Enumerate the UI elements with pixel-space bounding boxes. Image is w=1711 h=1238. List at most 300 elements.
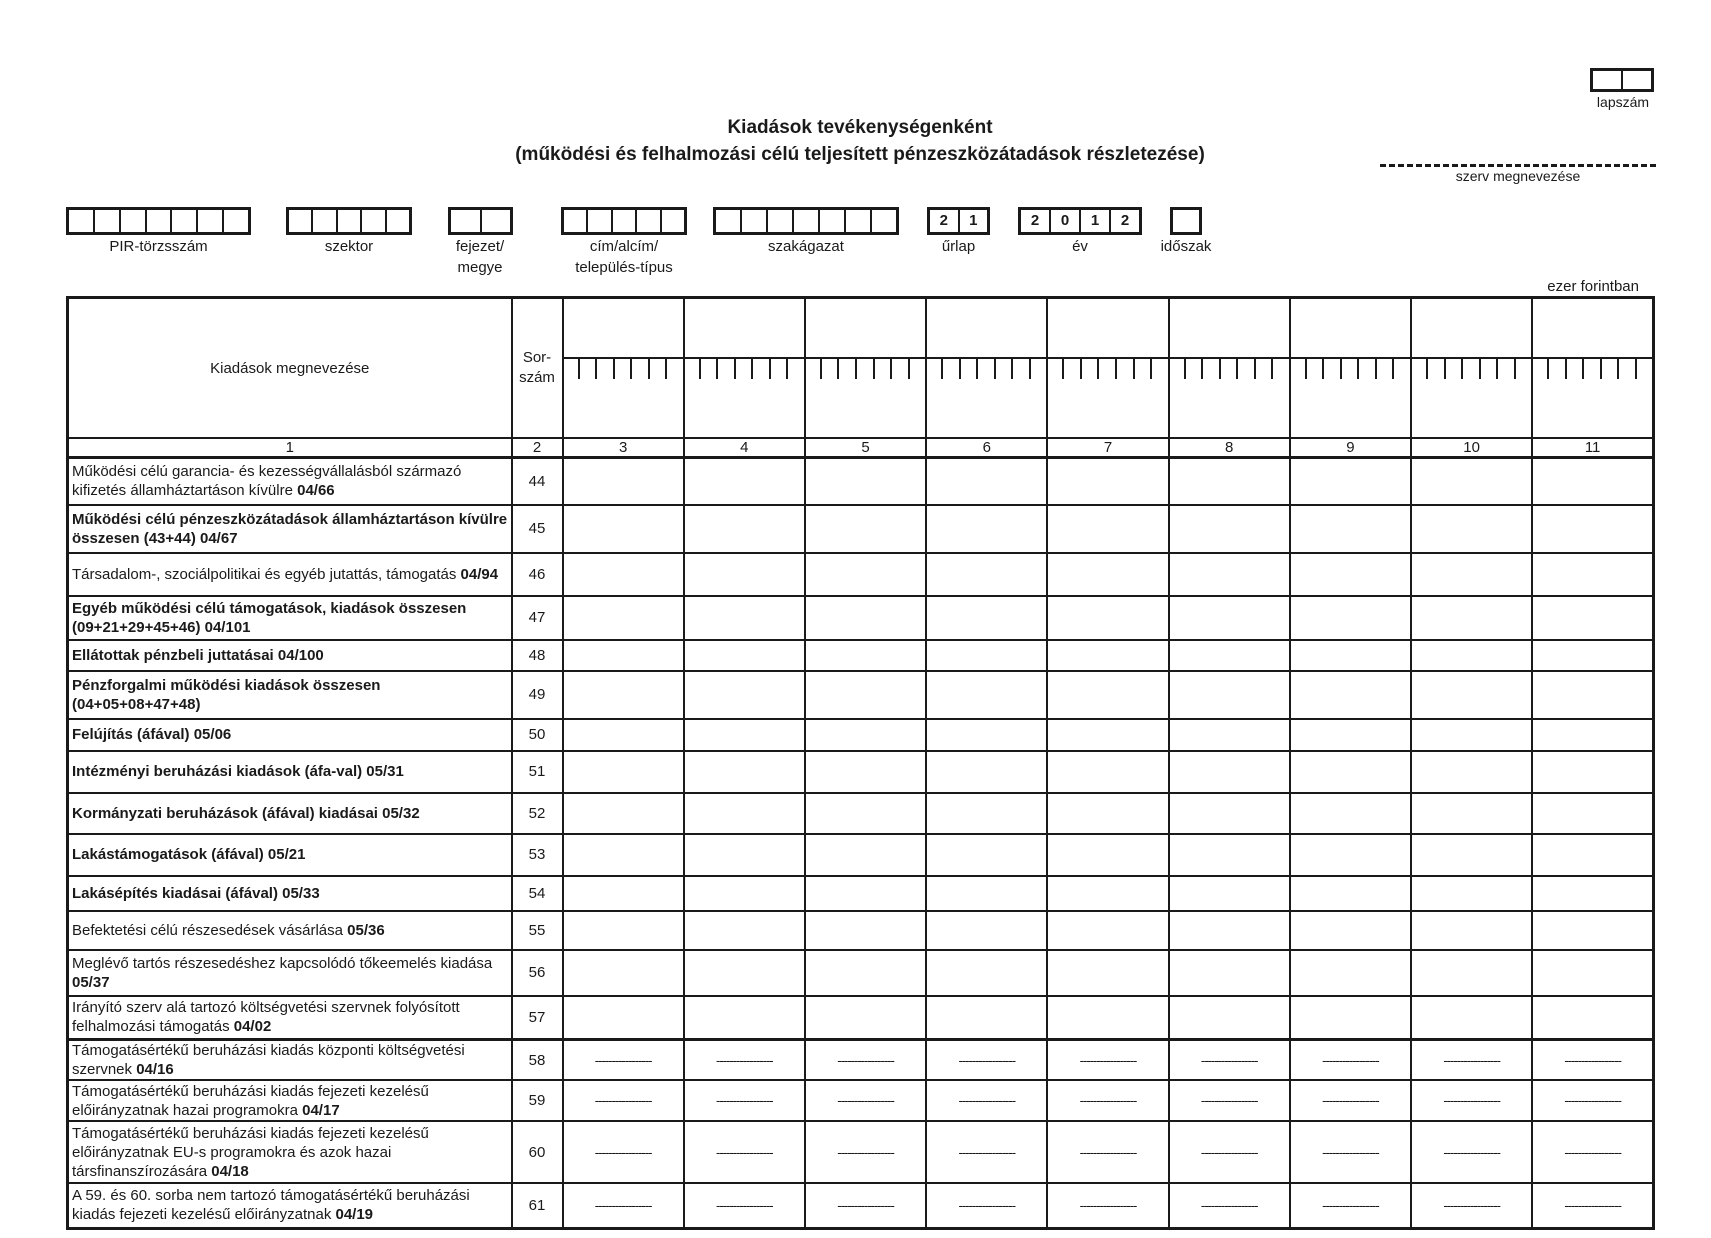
disabled-cell: ----------------- bbox=[1290, 1080, 1411, 1121]
code-label: szakágazat bbox=[768, 238, 844, 255]
code-cell[interactable] bbox=[768, 210, 794, 232]
code-cell[interactable] bbox=[820, 210, 846, 232]
code-cell[interactable] bbox=[198, 210, 224, 232]
value-cell[interactable] bbox=[684, 719, 805, 751]
value-cell[interactable] bbox=[1047, 596, 1168, 640]
code-cell[interactable] bbox=[662, 210, 684, 232]
row-text: Intézményi beruházási kiadások (áfa-val) bbox=[72, 763, 367, 780]
value-cell[interactable] bbox=[684, 671, 805, 719]
code-cell[interactable]: 1 bbox=[1081, 210, 1111, 232]
value-cell[interactable] bbox=[1532, 876, 1653, 911]
value-cell[interactable] bbox=[1047, 793, 1168, 834]
page-number-boxes[interactable] bbox=[1590, 68, 1654, 92]
code-cell[interactable] bbox=[313, 210, 337, 232]
value-cell[interactable] bbox=[1532, 505, 1653, 553]
disabled-cell: ----------------- bbox=[926, 1080, 1047, 1121]
column-number: 1 bbox=[68, 438, 512, 458]
value-cell[interactable] bbox=[926, 596, 1047, 640]
value-cell[interactable] bbox=[1047, 834, 1168, 876]
disabled-cell: ----------------- bbox=[1290, 1121, 1411, 1183]
value-cell[interactable] bbox=[1169, 505, 1290, 553]
value-cell[interactable] bbox=[926, 505, 1047, 553]
column-header-cell[interactable] bbox=[1411, 298, 1532, 439]
row-number: 44 bbox=[512, 458, 563, 505]
row-ref-code: 04/19 bbox=[335, 1206, 374, 1224]
value-cell[interactable] bbox=[926, 671, 1047, 719]
row-number: 51 bbox=[512, 751, 563, 793]
value-cell[interactable] bbox=[1411, 505, 1532, 553]
row-name bbox=[68, 1121, 512, 1183]
code-cell[interactable] bbox=[872, 210, 896, 232]
row-ref-code: 05/31 bbox=[366, 763, 404, 780]
code-cell[interactable]: 1 bbox=[969, 212, 978, 229]
disabled-cell: ----------------- bbox=[1047, 1080, 1168, 1121]
row-text: A 59. és 60. sorba nem tartozó támogatásértékű beruházási kiadás fejezeti kezelésű előirányzatnak bbox=[72, 1187, 470, 1224]
value-cell[interactable] bbox=[805, 596, 926, 640]
code-cell[interactable] bbox=[362, 210, 386, 232]
value-cell[interactable] bbox=[1169, 719, 1290, 751]
value-cell[interactable] bbox=[1047, 505, 1168, 553]
value-cell[interactable] bbox=[1532, 719, 1653, 751]
row-number: 54 bbox=[512, 876, 563, 911]
value-cell[interactable] bbox=[1411, 793, 1532, 834]
code-cell[interactable] bbox=[742, 210, 768, 232]
code-cell[interactable] bbox=[588, 210, 612, 232]
header-name: Kiadások megnevezése bbox=[68, 298, 512, 439]
value-cell[interactable] bbox=[1532, 458, 1653, 505]
value-cell[interactable] bbox=[1290, 596, 1411, 640]
value-cell[interactable] bbox=[684, 793, 805, 834]
row-text: Pénzforgalmi működési kiadások összesen (04+05+08+47+48) bbox=[72, 676, 381, 713]
value-cell[interactable] bbox=[1411, 834, 1532, 876]
value-cell[interactable] bbox=[684, 505, 805, 553]
row-text: Működési célú pénzeszközátadások államháztartáson kívülre összesen (43+44) bbox=[72, 510, 508, 547]
row-text: Támogatásértékű beruházási kiadás fejezeti kezelésű előirányzatnak EU-s programokra és azok hazai társfinanszírozására bbox=[72, 1124, 429, 1180]
org-name-line[interactable] bbox=[1380, 164, 1656, 167]
row-number: 49 bbox=[512, 671, 563, 719]
value-cell[interactable] bbox=[1047, 719, 1168, 751]
value-cell[interactable] bbox=[1047, 751, 1168, 793]
code-box[interactable] bbox=[286, 207, 412, 235]
value-cell[interactable] bbox=[1169, 596, 1290, 640]
table-row bbox=[68, 950, 1654, 996]
value-cell[interactable] bbox=[1290, 719, 1411, 751]
code-cell[interactable]: 2 bbox=[930, 210, 960, 232]
value-cell[interactable] bbox=[805, 751, 926, 793]
value-cell[interactable] bbox=[1411, 950, 1532, 996]
value-cell[interactable] bbox=[926, 553, 1047, 596]
row-ref-code: 04/16 bbox=[136, 1061, 174, 1078]
value-cell[interactable] bbox=[805, 553, 926, 596]
table-row bbox=[68, 1040, 1654, 1081]
code-label: fejezet/ megye bbox=[455, 238, 505, 276]
value-cell[interactable] bbox=[805, 876, 926, 911]
value-cell[interactable] bbox=[1532, 751, 1653, 793]
row-text: Támogatásértékű beruházási kiadás fejezeti kezelésű előirányzatnak hazai programokra bbox=[72, 1082, 429, 1119]
value-cell[interactable] bbox=[926, 876, 1047, 911]
value-cell[interactable] bbox=[1411, 458, 1532, 505]
value-cell[interactable] bbox=[805, 640, 926, 671]
value-cell[interactable] bbox=[1290, 458, 1411, 505]
table-row bbox=[68, 719, 1654, 751]
value-cell[interactable] bbox=[1411, 751, 1532, 793]
row-text: Irányító szerv alá tartozó költségvetési szervnek folyósított felhalmozási támogatás bbox=[72, 999, 460, 1036]
code-cell[interactable] bbox=[613, 210, 637, 232]
column-header-cell[interactable] bbox=[1047, 298, 1168, 439]
value-cell[interactable] bbox=[1169, 834, 1290, 876]
value-cell[interactable] bbox=[563, 996, 684, 1040]
value-cell[interactable] bbox=[1169, 996, 1290, 1040]
value-cell[interactable] bbox=[563, 458, 684, 505]
disabled-cell: ----------------- bbox=[563, 1183, 684, 1228]
disabled-cell: ----------------- bbox=[1532, 1040, 1653, 1081]
value-cell[interactable] bbox=[1169, 911, 1290, 950]
code-cell[interactable] bbox=[147, 210, 173, 232]
value-cell[interactable] bbox=[926, 751, 1047, 793]
table-row bbox=[68, 458, 1654, 505]
value-cell[interactable] bbox=[1047, 996, 1168, 1040]
row-number: 50 bbox=[512, 719, 563, 751]
value-cell[interactable] bbox=[805, 950, 926, 996]
disabled-cell: ----------------- bbox=[684, 1121, 805, 1183]
row-ref-code: 04/94 bbox=[460, 565, 499, 583]
value-cell[interactable] bbox=[805, 996, 926, 1040]
value-cell[interactable] bbox=[1411, 996, 1532, 1040]
value-cell[interactable] bbox=[1532, 950, 1653, 996]
code-cell[interactable] bbox=[637, 210, 661, 232]
column-number: 9 bbox=[1290, 438, 1411, 458]
disabled-cell: ----------------- bbox=[805, 1121, 926, 1183]
value-cell[interactable] bbox=[1169, 553, 1290, 596]
disabled-cell: ----------------- bbox=[1532, 1121, 1653, 1183]
column-header-cell[interactable] bbox=[805, 298, 926, 439]
row-name bbox=[68, 950, 512, 996]
code-cell[interactable]: 2 bbox=[1120, 212, 1130, 229]
table-row bbox=[68, 751, 1654, 793]
value-cell[interactable] bbox=[1411, 719, 1532, 751]
code-box[interactable] bbox=[561, 207, 687, 235]
row-name bbox=[68, 911, 512, 950]
code-cell[interactable] bbox=[172, 210, 198, 232]
page-number-label: lapszám bbox=[1596, 94, 1650, 110]
value-cell[interactable] bbox=[684, 640, 805, 671]
value-cell[interactable] bbox=[926, 640, 1047, 671]
value-cell[interactable] bbox=[1532, 911, 1653, 950]
value-cell[interactable] bbox=[563, 505, 684, 553]
value-cell[interactable] bbox=[805, 671, 926, 719]
row-number: 57 bbox=[512, 996, 563, 1040]
value-cell[interactable] bbox=[1411, 671, 1532, 719]
row-number: 60 bbox=[512, 1121, 563, 1183]
value-cell[interactable] bbox=[563, 793, 684, 834]
value-cell[interactable] bbox=[563, 834, 684, 876]
row-name bbox=[68, 876, 512, 911]
value-cell[interactable] bbox=[1290, 505, 1411, 553]
row-ref-code: 05/21 bbox=[267, 846, 306, 863]
value-cell[interactable] bbox=[684, 553, 805, 596]
table-row bbox=[68, 640, 1654, 671]
page-title bbox=[380, 114, 1340, 168]
code-cell[interactable] bbox=[482, 210, 511, 232]
value-cell[interactable] bbox=[805, 834, 926, 876]
page-number-cell[interactable] bbox=[1593, 71, 1623, 89]
row-text: Lakásépítés kiadásai (áfával) bbox=[72, 884, 283, 902]
title-line-1: Kiadások tevékenységenként bbox=[727, 117, 993, 138]
value-cell[interactable] bbox=[1532, 596, 1653, 640]
value-cell[interactable] bbox=[1047, 553, 1168, 596]
row-ref-code: 05/33 bbox=[282, 884, 320, 902]
value-cell[interactable] bbox=[926, 950, 1047, 996]
value-cell[interactable] bbox=[563, 719, 684, 751]
value-cell[interactable] bbox=[563, 640, 684, 671]
value-cell[interactable] bbox=[563, 671, 684, 719]
value-cell[interactable] bbox=[805, 911, 926, 950]
row-text: Befektetési célú részesedések vásárlása bbox=[72, 921, 348, 939]
disabled-cell: ----------------- bbox=[1290, 1040, 1411, 1081]
row-text: Felújítás (áfával) bbox=[72, 726, 194, 743]
code-cell[interactable] bbox=[224, 210, 248, 232]
row-name bbox=[68, 640, 512, 671]
value-cell[interactable] bbox=[684, 996, 805, 1040]
code-label: időszak bbox=[1160, 238, 1212, 255]
row-text: Meglévő tartós részesedéshez kapcsolódó tőkeemelés kiadása bbox=[72, 954, 493, 972]
title-line-2: (működési és felhalmozási célú teljesített pénzeszközátadások részletezése) bbox=[515, 144, 1205, 165]
row-ref-code: 05/36 bbox=[347, 921, 385, 939]
disabled-cell: ----------------- bbox=[1169, 1183, 1290, 1228]
code-cell[interactable] bbox=[1173, 210, 1199, 232]
code-box[interactable] bbox=[66, 207, 251, 235]
code-cell[interactable] bbox=[289, 210, 313, 232]
page-number-cell[interactable] bbox=[1623, 71, 1651, 89]
value-cell[interactable] bbox=[1532, 834, 1653, 876]
table-row bbox=[68, 876, 1654, 911]
row-name bbox=[68, 1040, 512, 1081]
value-cell[interactable] bbox=[1290, 553, 1411, 596]
value-cell[interactable] bbox=[1290, 996, 1411, 1040]
code-cell[interactable] bbox=[716, 210, 742, 232]
value-cell[interactable] bbox=[805, 458, 926, 505]
table-row bbox=[68, 1121, 1654, 1183]
code-label: év bbox=[1072, 238, 1088, 255]
code-cell[interactable] bbox=[338, 210, 362, 232]
row-number: 46 bbox=[512, 553, 563, 596]
code-cell[interactable] bbox=[451, 210, 482, 232]
code-label: szektor bbox=[324, 238, 374, 255]
row-name bbox=[68, 553, 512, 596]
header-sorszam: Sor- szám bbox=[512, 298, 563, 439]
value-cell[interactable] bbox=[1411, 876, 1532, 911]
value-cell[interactable] bbox=[926, 458, 1047, 505]
row-text: Társadalom-, szociálpolitikai és egyéb jutattás, támogatás bbox=[72, 565, 461, 583]
disabled-cell: ----------------- bbox=[926, 1183, 1047, 1228]
column-header-cell[interactable] bbox=[926, 298, 1047, 439]
value-cell[interactable] bbox=[1047, 640, 1168, 671]
row-number: 58 bbox=[512, 1040, 563, 1081]
row-name bbox=[68, 834, 512, 876]
row-name bbox=[68, 458, 512, 505]
disabled-cell: ----------------- bbox=[1047, 1183, 1168, 1228]
value-cell[interactable] bbox=[1047, 911, 1168, 950]
table-row bbox=[68, 834, 1654, 876]
code-cell[interactable] bbox=[95, 210, 121, 232]
value-cell[interactable] bbox=[1047, 671, 1168, 719]
row-number: 61 bbox=[512, 1183, 563, 1228]
value-cell[interactable] bbox=[1169, 950, 1290, 996]
row-text: Támogatásértékű beruházási kiadás központi költségvetési szervnek bbox=[72, 1042, 465, 1078]
code-cell[interactable] bbox=[794, 210, 820, 232]
value-cell[interactable] bbox=[1290, 671, 1411, 719]
value-cell[interactable] bbox=[1532, 640, 1653, 671]
code-box[interactable] bbox=[927, 207, 990, 235]
row-number: 47 bbox=[512, 596, 563, 640]
row-ref-code: 04/18 bbox=[211, 1162, 249, 1180]
value-cell[interactable] bbox=[1411, 640, 1532, 671]
row-name bbox=[68, 505, 512, 553]
value-cell[interactable] bbox=[926, 719, 1047, 751]
table-row bbox=[68, 996, 1654, 1040]
code-box[interactable] bbox=[448, 207, 513, 235]
column-number: 11 bbox=[1532, 438, 1653, 458]
code-cell[interactable] bbox=[846, 210, 872, 232]
row-name bbox=[68, 751, 512, 793]
column-header-cell[interactable] bbox=[1169, 298, 1290, 439]
value-cell[interactable] bbox=[1047, 458, 1168, 505]
value-cell[interactable] bbox=[805, 719, 926, 751]
disabled-cell: ----------------- bbox=[563, 1121, 684, 1183]
disabled-cell: ----------------- bbox=[563, 1080, 684, 1121]
value-cell[interactable] bbox=[1532, 793, 1653, 834]
value-cell[interactable] bbox=[805, 793, 926, 834]
column-header-cell[interactable] bbox=[684, 298, 805, 439]
value-cell[interactable] bbox=[563, 751, 684, 793]
value-cell[interactable] bbox=[1290, 950, 1411, 996]
column-number: 7 bbox=[1047, 438, 1168, 458]
value-cell[interactable] bbox=[1411, 911, 1532, 950]
value-cell[interactable] bbox=[563, 950, 684, 996]
value-cell[interactable] bbox=[1290, 911, 1411, 950]
disabled-cell: ----------------- bbox=[1411, 1183, 1532, 1228]
value-cell[interactable] bbox=[1290, 876, 1411, 911]
table-row bbox=[68, 671, 1654, 719]
column-header-cell[interactable] bbox=[1290, 298, 1411, 439]
disabled-cell: ----------------- bbox=[684, 1040, 805, 1081]
value-cell[interactable] bbox=[1290, 640, 1411, 671]
disabled-cell: ----------------- bbox=[1290, 1183, 1411, 1228]
row-text: Ellátottak pénzbeli juttatásai bbox=[72, 646, 278, 664]
row-number: 53 bbox=[512, 834, 563, 876]
table-row bbox=[68, 596, 1654, 640]
code-box[interactable] bbox=[1018, 207, 1142, 235]
value-cell[interactable] bbox=[1169, 793, 1290, 834]
disabled-cell: ----------------- bbox=[926, 1121, 1047, 1183]
value-cell[interactable] bbox=[926, 996, 1047, 1040]
value-cell[interactable] bbox=[1169, 671, 1290, 719]
code-cell[interactable] bbox=[121, 210, 147, 232]
value-cell[interactable] bbox=[684, 950, 805, 996]
value-cell[interactable] bbox=[1290, 793, 1411, 834]
value-cell[interactable] bbox=[1290, 834, 1411, 876]
value-cell[interactable] bbox=[1169, 751, 1290, 793]
value-cell[interactable] bbox=[1532, 671, 1653, 719]
row-text: Működési célú garancia- és kezességvállalásból származó kifizetés államháztartáson kívülre bbox=[72, 463, 462, 500]
table-row bbox=[68, 1080, 1654, 1121]
disabled-cell: ----------------- bbox=[1169, 1080, 1290, 1121]
value-cell[interactable] bbox=[563, 876, 684, 911]
column-number: 4 bbox=[684, 438, 805, 458]
code-cell[interactable] bbox=[69, 210, 95, 232]
disabled-cell: ----------------- bbox=[926, 1040, 1047, 1081]
value-cell[interactable] bbox=[1532, 553, 1653, 596]
value-cell[interactable] bbox=[1532, 996, 1653, 1040]
code-cell[interactable]: 0 bbox=[1051, 210, 1081, 232]
disabled-cell: ----------------- bbox=[1047, 1040, 1168, 1081]
value-cell[interactable] bbox=[563, 596, 684, 640]
value-cell[interactable] bbox=[926, 834, 1047, 876]
code-cell[interactable]: 2 bbox=[1021, 210, 1051, 232]
disabled-cell: ----------------- bbox=[805, 1040, 926, 1081]
disabled-cell: ----------------- bbox=[1411, 1080, 1532, 1121]
disabled-cell: ----------------- bbox=[684, 1183, 805, 1228]
value-cell[interactable] bbox=[684, 458, 805, 505]
row-name bbox=[68, 996, 512, 1040]
value-cell[interactable] bbox=[684, 751, 805, 793]
value-cell[interactable] bbox=[1290, 751, 1411, 793]
row-text: Lakástámogatások (áfával) bbox=[72, 846, 268, 863]
value-cell[interactable] bbox=[1047, 876, 1168, 911]
value-cell[interactable] bbox=[805, 505, 926, 553]
value-cell[interactable] bbox=[1169, 640, 1290, 671]
value-cell[interactable] bbox=[926, 911, 1047, 950]
code-box[interactable] bbox=[1170, 207, 1202, 235]
column-number: 3 bbox=[563, 438, 684, 458]
value-cell[interactable] bbox=[1169, 458, 1290, 505]
value-cell[interactable] bbox=[926, 793, 1047, 834]
code-cell[interactable] bbox=[387, 210, 409, 232]
column-number: 2 bbox=[512, 438, 563, 458]
value-cell[interactable] bbox=[1411, 553, 1532, 596]
value-cell[interactable] bbox=[684, 876, 805, 911]
value-cell[interactable] bbox=[1411, 596, 1532, 640]
row-ref-code: 05/32 bbox=[382, 804, 420, 822]
column-header-cell[interactable] bbox=[563, 298, 684, 439]
value-cell[interactable] bbox=[563, 911, 684, 950]
row-number: 45 bbox=[512, 505, 563, 553]
column-header-cell[interactable] bbox=[1532, 298, 1653, 439]
code-box[interactable] bbox=[713, 207, 899, 235]
value-cell[interactable] bbox=[563, 553, 684, 596]
value-cell[interactable] bbox=[684, 596, 805, 640]
row-name bbox=[68, 1080, 512, 1121]
value-cell[interactable] bbox=[1169, 876, 1290, 911]
disabled-cell: ----------------- bbox=[805, 1183, 926, 1228]
value-cell[interactable] bbox=[1047, 950, 1168, 996]
column-number-row bbox=[68, 438, 1654, 458]
disabled-cell: ----------------- bbox=[805, 1080, 926, 1121]
header-row bbox=[68, 298, 1654, 439]
code-cell[interactable] bbox=[564, 210, 588, 232]
disabled-cell: ----------------- bbox=[563, 1040, 684, 1081]
value-cell[interactable] bbox=[684, 834, 805, 876]
unit-label: ezer forintban bbox=[1547, 278, 1639, 295]
column-number: 6 bbox=[926, 438, 1047, 458]
org-name-label: szerv megnevezése bbox=[1455, 168, 1581, 184]
disabled-cell: ----------------- bbox=[1411, 1121, 1532, 1183]
code-label: PIR-törzsszám bbox=[109, 238, 208, 255]
disabled-cell: ----------------- bbox=[1169, 1121, 1290, 1183]
value-cell[interactable] bbox=[684, 911, 805, 950]
row-ref-code: 05/37 bbox=[72, 973, 110, 991]
row-number: 52 bbox=[512, 793, 563, 834]
